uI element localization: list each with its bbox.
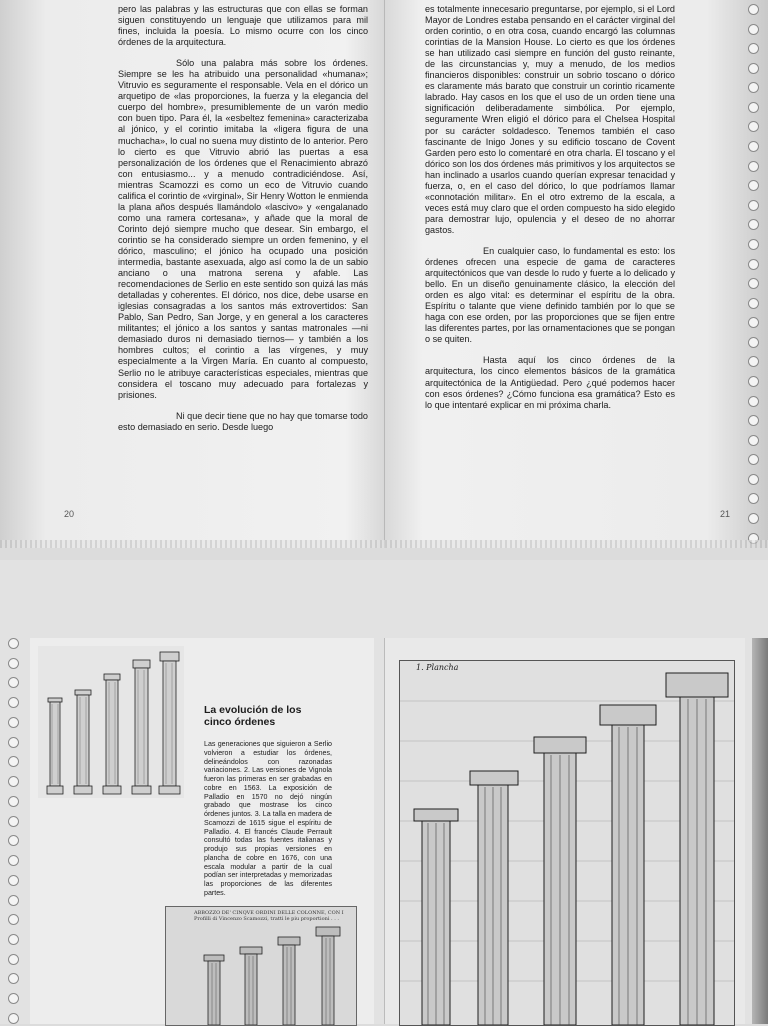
binding-ring [8, 895, 19, 906]
binding-ring [748, 102, 759, 113]
binding-ring [8, 816, 19, 827]
scan-edge [0, 540, 768, 548]
scamozzi-plate [165, 906, 357, 1026]
page-number-left: 20 [64, 509, 75, 519]
paragraph: Ni que decir tiene que no hay que tomarse todo esto demasiado en serio. Desde luego [118, 410, 368, 432]
paragraph: Sólo una palabra más sobre los órdenes. Siempre se les ha atribuido una personalidad «humana»; Vitruvio es seguramente el responsable. Vela en el dórico un arquetipo de «las proporciones, la fuerza y la elegancia del cuerpo del hombre», presumiblemente de un varón medio con buen tipo. Para él, la «esbeltez femenina» caracterizaba al jónico, y el corintio imitaba la «ligera figura de una muchacha», lo cual no suena muy distinto de lo anterior. Pero lo cierto es que Vitruvio abrió las puertas a esa personalización de los órdenes que el Renacimiento abrazó con entusiasmo... y a menudo contradiciéndose. Así, mientras Scamozzi es como un eco de Vitruvio cuando califica el corintio de «virginal», Sir Henry Wotton le enmienda la plana años después llamándolo «lascivo» y «engalanado como una ramera cortesana», y añade que la moral de Corinto dejó siempre mucho que desear. Sin embargo, el corintio se ha considerado siempre un orden femenino, y el dórico, masculino; el jónico ha ocupado una posición intermedia, bastante asexuada, algo así como la de un sabio anciano o una matrona serena y afable. Las recomendaciones de Serlio en este sentido son quizá las más detalladas y coherentes. El dórico, nos dice, debe usarse en iglesias consagradas a los santos más extrovertidos: San Pablo, San Pedro, San Jorge, y en general a los caracteres militantes; el jónico a los santos y santas matronales —ni demasiado duros ni demasiado tiernos— y también a los hombres cultos; el corintio a las vírgenes, y muy especialmente a la Virgen María. En cuanto al compuesto, Serlio no le atribuye características especiales, mientras que considera el toscano muy adecuado para fortalezas y prisiones. [118, 58, 368, 400]
paragraph: pero las palabras y las estructuras que con ellas se forman siguen constituyendo un lenguaje que utilizamos para mil fines, incluida la poesía. Lo mismo ocurre con los cinco órdenes de la arquitectura. [118, 4, 368, 48]
binding-ring [8, 697, 19, 708]
binding-ring [748, 161, 759, 172]
binding-ring [8, 677, 19, 688]
binding-ring [8, 934, 19, 945]
page-number-right: 21 [720, 509, 731, 519]
binding-ring [8, 875, 19, 886]
lower-left-page [30, 638, 374, 1024]
perrault-columns-drawing [400, 661, 734, 1025]
binding-ring [748, 396, 759, 407]
binding-ring [8, 914, 19, 925]
binding-ring [8, 638, 19, 649]
book-spread-bottom [0, 560, 768, 1024]
binding-ring [748, 298, 759, 309]
gutter [384, 0, 385, 548]
binding-ring [748, 219, 759, 230]
spiral-binding-right [748, 4, 762, 544]
plate-label: 1. Plancha [416, 663, 459, 672]
caption-title: La evolución de los cinco órdenes [204, 704, 302, 728]
binding-ring [748, 493, 759, 504]
binding-ring [8, 855, 19, 866]
scan-shadow [752, 638, 768, 1024]
perrault-plate [399, 660, 735, 1026]
binding-ring [748, 180, 759, 191]
binding-ring [8, 756, 19, 767]
binding-ring [748, 376, 759, 387]
binding-ring [748, 278, 759, 289]
binding-ring [8, 658, 19, 669]
left-page-text-column [118, 4, 368, 433]
binding-ring [8, 993, 19, 1004]
binding-ring [748, 317, 759, 328]
binding-ring [748, 356, 759, 367]
right-page-text-column [425, 4, 675, 411]
paragraph: Hasta aquí los cinco órdenes de la arquitectura, los cinco elementos básicos de la gramática arquitectónica de la Antigüedad. Pero ¿qué podemos hacer con esos órdenes? ¿Cómo funciona esa gramática? Esto es lo que intentaré explicar en mi próxima charla. [425, 355, 675, 410]
binding-ring [748, 474, 759, 485]
binding-ring [8, 796, 19, 807]
scamozzi-plate-header: ABBOZZO DE' CINQVE ORDINI DELLE COLONNE, CON I Profilli di Vincenzo Scamozzi, tratti le piu proportioni . . . [194, 910, 344, 922]
binding-ring [748, 141, 759, 152]
paragraph: es totalmente innecesario preguntarse, por ejemplo, si el Lord Mayor de Londres estaba pensando en el carácter virginal del orden corintio, o en otra cosa, cuando encargó las columnas corintias de la Mansion House. Lo cierto es que los órdenes se han utilizado casi siempre en función del gusto reinante, de las circunstancias y, muy a menudo, de los medios financieros disponibles: construir un sobrio toscano o dórico es claramente más barato que construir un corintio ricamente labrado. Hay casos en los que el uso de un orden tiene una significación deliberadamente simbólica. Por ejemplo, seguramente Wren eligió el dórico para el Chelsea Hospital por su carácter soldadesco. Tenemos también el caso fascinante de Inigo Jones y su edificio toscano de Covent Garden pero esto lo comentaré en otra charla. El toscano y el dórico son los dos órdenes más primitivos y los arquitectos se han inclinado a usarlos cuando querían expresar tenacidad y fuerza, o, en el caso del dórico, lo que podríamos llamar «connotación militar». En el otro extremo de la escala, a veces está muy claro que el orden compuesto ha sido elegido para demostrar lujo, opulencia y el deseo de no ahorrar gastos. [425, 4, 675, 235]
binding-ring [748, 121, 759, 132]
paragraph-gap [118, 48, 368, 58]
binding-ring [748, 415, 759, 426]
binding-ring [748, 82, 759, 93]
binding-ring [8, 1013, 19, 1024]
binding-ring [748, 454, 759, 465]
binding-ring [8, 776, 19, 787]
paragraph-gap [425, 236, 675, 246]
scamozzi-columns-drawing [166, 907, 356, 1025]
paragraph-gap [118, 401, 368, 411]
binding-ring [8, 973, 19, 984]
binding-ring [8, 737, 19, 748]
caption-text: Las generaciones que siguieron a Serlio volvieron a estudiar los órdenes, delineándolos con razonadas variaciones. 2. Las versiones de Vignola fueron las primeras en ser grabadas en cobre en 1563. La exposición de Palladio en 1570 no dejó ningún grabado que mostrase los cinco órdenes juntos. 3. La talla en madera de Scamozzi de 1615 sigue el espíritu de Palladio. 4. El francés Claude Perrault consultó todas las fuentes italianas y produjo sus propias versiones en plancha de cobre en 1676, con una escala modular a partir de la cual podían ser interpretadas y memorizadas las proporciones de las diferentes partes. [204, 740, 332, 897]
binding-ring [8, 835, 19, 846]
binding-ring [748, 24, 759, 35]
binding-ring [8, 717, 19, 728]
binding-ring [8, 954, 19, 965]
paragraph: En cualquier caso, lo fundamental es esto: los órdenes ofrecen una especie de gama de caracteres arquitectónicos que van desde lo rudo y fuerte a lo delicado y bello. En un diseño genuinamente clásico, la elección del orden es algo vital: es determinar el espíritu de la obra. Espíritu o talante que viene definido también por lo que se haga con ese orden, por las proporciones que se fijen entre las diferentes partes, por las ornamentaciones que se pongan o se quiten. [425, 245, 675, 345]
binding-ring [748, 259, 759, 270]
binding-ring [748, 435, 759, 446]
spiral-binding-left [8, 638, 22, 1024]
lower-right-page [384, 638, 745, 1024]
binding-ring [748, 200, 759, 211]
binding-ring [748, 513, 759, 524]
binding-ring [748, 63, 759, 74]
binding-ring [748, 4, 759, 15]
binding-ring [748, 337, 759, 348]
binding-ring [748, 43, 759, 54]
five-orders-engraving [38, 646, 184, 798]
binding-ring [748, 239, 759, 250]
paragraph-gap [425, 345, 675, 355]
